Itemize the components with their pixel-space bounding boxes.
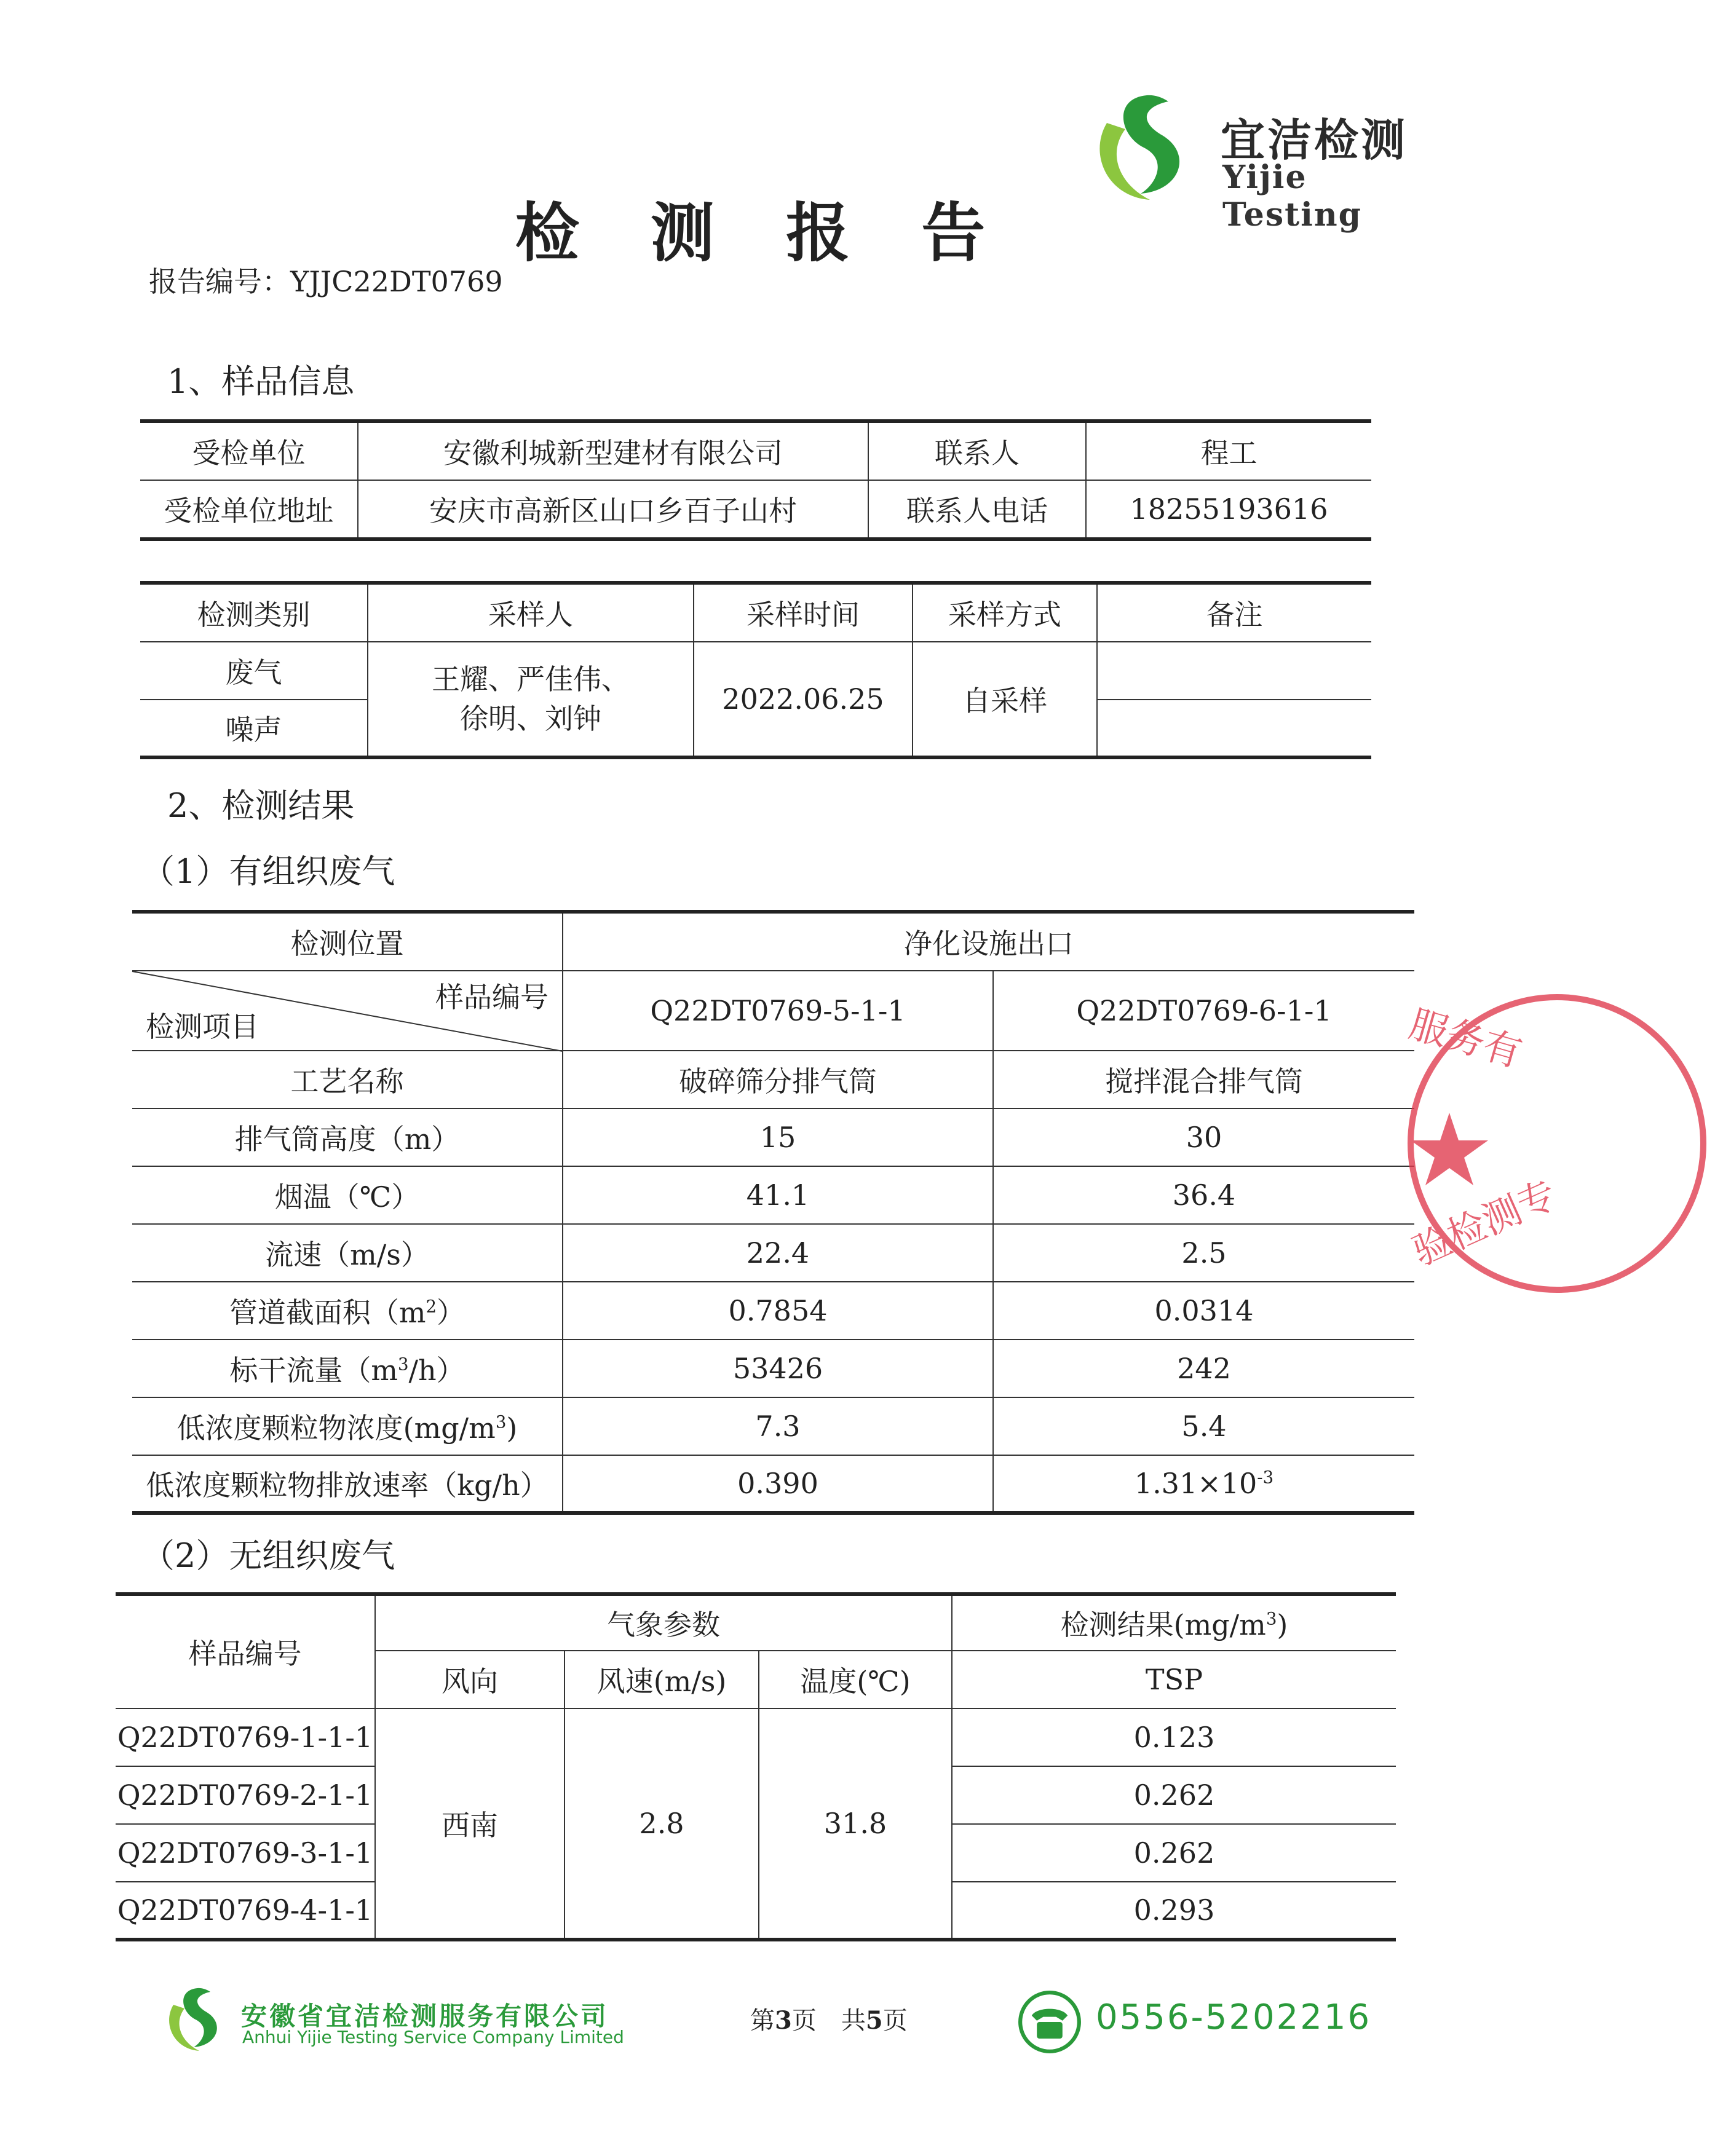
t3-row-v2: 搅拌混合排气筒 [993,1051,1414,1108]
t4-h-wind-speed: 风速(m/s) [564,1651,759,1708]
report-number: 报告编号：YJJC22DT0769 [149,265,503,298]
t4-row-id: Q22DT0769-4-1-1 [116,1882,375,1940]
t4-h-wind-dir: 风向 [375,1651,564,1708]
subsection-unorganized-gas: （2）无组织废气 [141,1536,395,1575]
official-stamp [1403,990,1564,1297]
t4-wind-dir: 西南 [375,1708,564,1940]
section-results: 2、检测结果 [167,786,355,825]
stamp-text-bottom: 验检测专 [1405,1171,1564,1274]
t1-r1-c1: 受检单位 [140,421,358,480]
t4-row-tsp: 0.293 [952,1882,1396,1940]
t2-sampler [368,642,694,757]
t3-row-v1: 53426 [563,1340,993,1397]
t2-h-note: 备注 [1097,583,1371,642]
t2-note-1 [1097,642,1371,700]
t4-h-temp: 温度(℃) [759,1651,952,1708]
t4-row-tsp: 0.262 [952,1824,1396,1882]
sampling-table [140,581,1371,759]
t2-h-method: 采样方式 [913,583,1097,642]
t3-row-v1: 破碎筛分排气筒 [563,1051,993,1108]
t3-row-v1: 41.1 [563,1166,993,1224]
footer-page-number: 第3页 共5页 [750,2006,908,2035]
t2-note-2 [1097,700,1371,757]
t1-r1-c3: 联系人 [868,421,1086,480]
t3-row-v1: 22.4 [563,1224,993,1282]
t1-r2-c3: 联系人电话 [868,480,1086,539]
t3-row-label: 低浓度颗粒物排放速率（kg/h） [132,1455,563,1513]
footer-logo-icon [159,1983,232,2056]
subsection-organized-gas: （1）有组织废气 [141,852,395,891]
t3-row-v1: 7.3 [563,1397,993,1455]
t4-row-id: Q22DT0769-2-1-1 [116,1766,375,1824]
t3-row-v1: 0.7854 [563,1282,993,1340]
t3-row-label: 流速（m/s） [132,1224,563,1282]
t3-row-label: 低浓度颗粒物浓度$(mg/m^3)$ [132,1397,563,1455]
footer-company-cn: 安徽省宜洁检测服务有限公司 [241,2001,609,2031]
t2-h-time: 采样时间 [694,583,913,642]
t3-diag-header [132,971,563,1051]
t3-row-v2: 36.4 [993,1166,1414,1224]
footer-company-en: Anhui Yijie Testing Service Company Limited [242,2027,624,2047]
t2-time: 2022.06.25 [694,642,913,757]
t2-h-category: 检测类别 [140,583,368,642]
t3-id-2: Q22DT0769-6-1-1 [993,971,1414,1051]
stamp-text-top: 服务有 [1404,1001,1527,1076]
t3-pos-label: 检测位置 [132,912,563,971]
t3-row-v2: 0.0314 [993,1282,1414,1340]
t3-row-v2: 2.5 [993,1224,1414,1282]
t2-cat-gas: 废气 [140,642,368,700]
footer-phone: 0556-5202216 [1096,1997,1372,2037]
footer [0,1970,1525,2063]
t4-row-tsp: 0.123 [952,1708,1396,1766]
t3-row-v2: 5.4 [993,1397,1414,1455]
t2-sampler-line1: 王耀、严佳伟、 [432,663,630,696]
t3-diag-top: 样品编号 [435,981,549,1014]
t3-row-label: 工艺名称 [132,1051,563,1108]
t4-temp: 31.8 [759,1708,952,1940]
t3-row-v2: 242 [993,1340,1414,1397]
phone-icon [1018,1990,1082,2054]
t3-row-v2: $1.31\times 10^{-3}$ [993,1455,1414,1513]
t2-cat-noise: 噪声 [140,700,368,757]
organized-gas-table [132,910,1414,1515]
logo-en: Yijie Testing [1222,159,1363,234]
t3-row-label: 管道截面积$(m^2)$ [132,1282,563,1340]
t4-wind-speed: 2.8 [564,1708,759,1940]
t4-h-tsp: TSP [952,1651,1396,1708]
t3-row-v1: 15 [563,1108,993,1166]
t2-h-sampler: 采样人 [368,583,694,642]
t2-sampler-line2: 徐明、刘钟 [460,702,601,735]
section-sample-info: 1、样品信息 [167,362,355,401]
page-title: 检 测 报 告 [515,195,1010,270]
t4-h-id: 样品编号 [116,1594,375,1708]
t3-row-label: 标干流量$(m^3/h)$ [132,1340,563,1397]
t4-row-tsp: 0.262 [952,1766,1396,1824]
sample-info-table [140,419,1371,541]
t4-row-id: Q22DT0769-1-1-1 [116,1708,375,1766]
logo-cn: 宜洁检测 [1221,114,1408,166]
unorganized-gas-table [116,1592,1396,1941]
t3-row-v2: 30 [993,1108,1414,1166]
t2-method: 自采样 [913,642,1097,757]
t3-id-1: Q22DT0769-5-1-1 [563,971,993,1051]
t3-pos-value: 净化设施出口 [563,912,1414,971]
t3-row-label: 烟温（℃） [132,1166,563,1224]
t4-h-weather: 气象参数 [375,1594,952,1651]
t3-diag-bottom: 检测项目 [146,1010,259,1043]
t4-row-id: Q22DT0769-3-1-1 [116,1824,375,1882]
t1-r1-c4: 程工 [1086,421,1371,480]
t1-r1-c2: 安徽利城新型建材有限公司 [358,421,868,480]
t3-row-v1: 0.390 [563,1455,993,1513]
t3-row-label: 排气筒高度（m） [132,1108,563,1166]
t4-h-result: 检测结果$(mg/m^3)$ [952,1594,1396,1651]
t1-r2-c4: 18255193616 [1086,480,1371,539]
t1-r2-c1: 受检单位地址 [140,480,358,539]
t1-r2-c2: 安庆市高新区山口乡百子山村 [358,480,868,539]
